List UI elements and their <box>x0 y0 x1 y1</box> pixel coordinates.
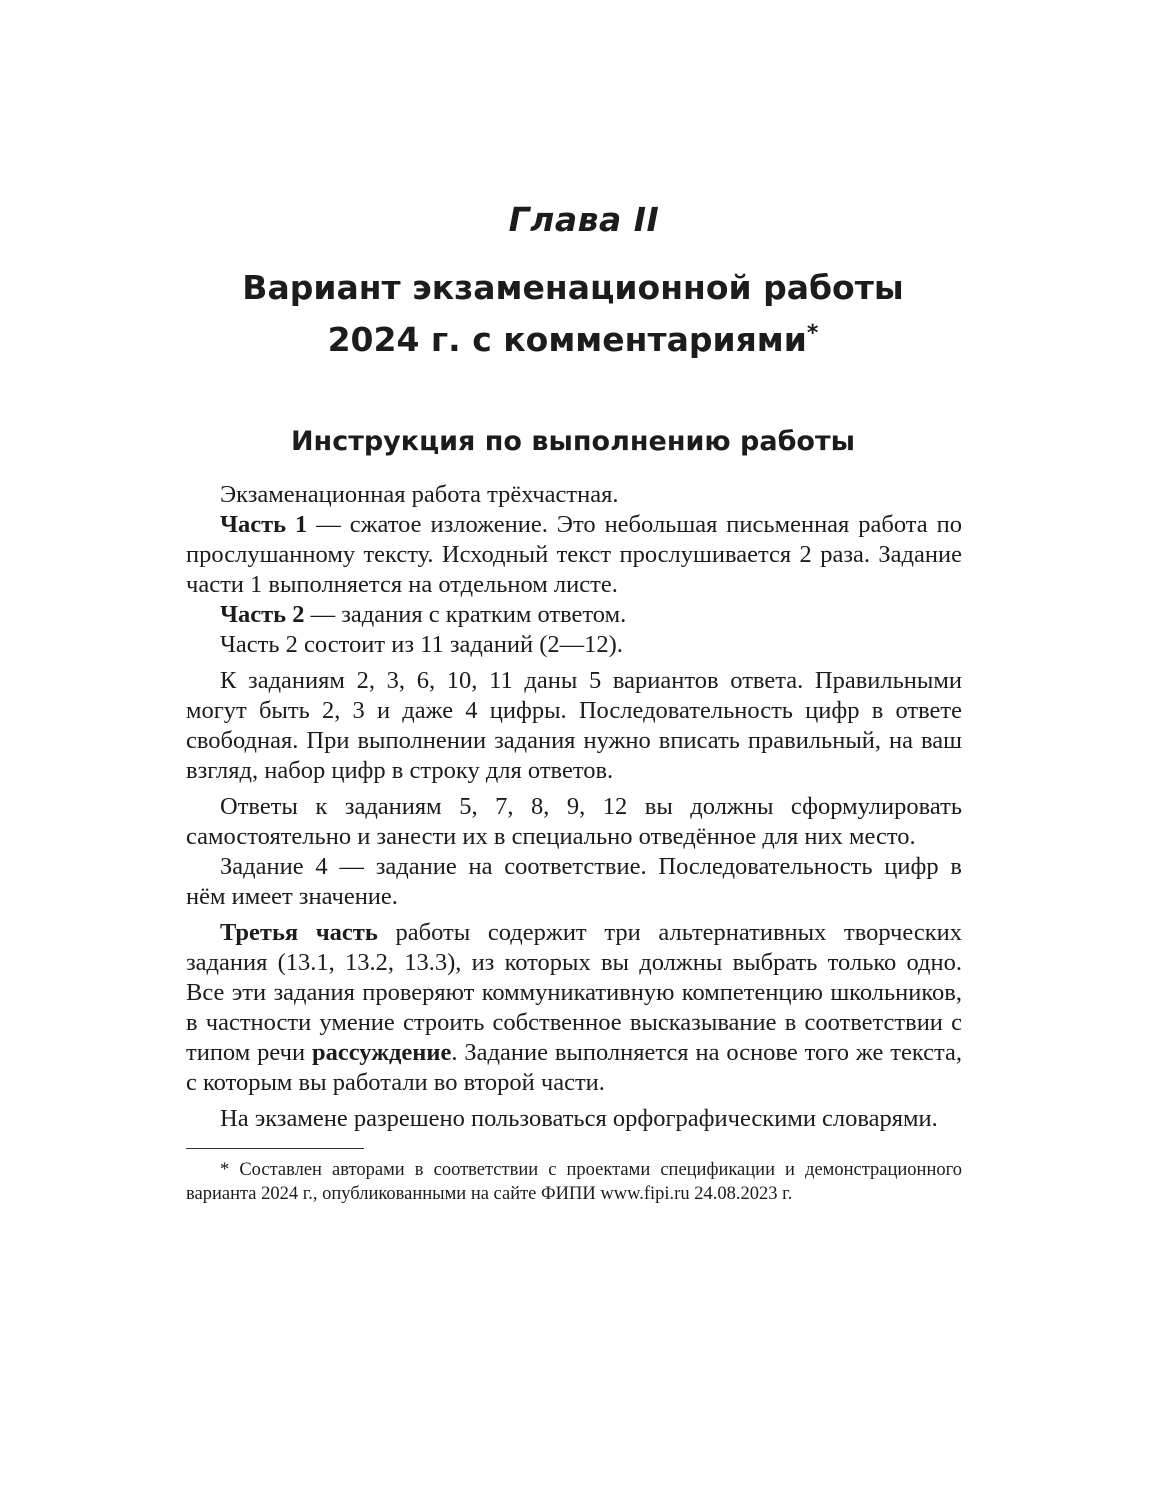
page-title <box>0 262 1146 366</box>
paragraph-2 <box>186 510 962 600</box>
title-line-2 <box>0 314 1146 366</box>
paragraph-9: На экзамене разрешено пользоваться орфографическими словарями. <box>220 1105 938 1132</box>
paragraph-1: Экзаменационная работа трёхчастная. <box>220 481 619 508</box>
paragraph-6: Ответы к заданиям 5, 7, 8, 9, 12 вы должны сформулировать самостоятельно и занести их в специально отведённое для них место. <box>186 793 962 850</box>
paragraph-2-text: — сжатое изложение. Это небольшая письменная работа по прослушанному тексту. Исходный текст прослушивается 2 раза. Задание части 1 выполняется на отдельном листе. <box>186 511 962 598</box>
part-2-label: Часть 2 <box>220 601 305 628</box>
paragraph-3-text: — задания с кратким ответом. <box>304 601 627 628</box>
part-1-label: Часть 1 <box>220 511 308 538</box>
paragraph-4: Часть 2 состоит из 11 заданий (2—12). <box>220 631 623 658</box>
instruction-body <box>186 480 962 1134</box>
section-heading: Инструкция по выполнению работы <box>290 426 856 457</box>
paragraph-7: Задание 4 — задание на соответствие. Последовательность цифр в нём имеет значение. <box>186 853 962 910</box>
title-line-2-text: 2024 г. с комментариями <box>327 320 807 359</box>
paragraph-8 <box>186 918 962 1098</box>
reasoning-term: рассуждение <box>311 1039 452 1066</box>
part-3-label: Третья часть <box>220 919 378 946</box>
paragraph-3 <box>186 600 962 630</box>
paragraph-5: К заданиям 2, 3, 6, 10, 11 даны 5 вариантов ответа. Правильными могут быть 2, 3 и даже 4 цифры. Последовательность цифр в ответе свободная. При выполнении задания нужно вписать правильный, на ваш взгляд, набор цифр в строку для ответов. <box>186 667 962 784</box>
chapter-heading: Глава II <box>508 200 660 239</box>
title-line-1: Вариант экзаменационной работы <box>242 268 904 307</box>
footnote-divider <box>186 1148 364 1149</box>
paragraph-8-text-2: . Задание выполняется на основе того же текста, с которым вы работали во второй части. <box>186 1039 962 1096</box>
footnote: * Составлен авторами в соответствии с проектами спецификации и демонстрационного варианта 2024 г., опубликованными на сайте ФИПИ www.fipi.ru 24.08.2023 г. <box>186 1160 962 1204</box>
footnote-mark: * <box>806 321 819 346</box>
paragraph-8-text-1: работы содержит три альтернативных творческих задания (13.1, 13.2, 13.3), из которых вы должны выбрать только одно. Все эти задания проверяют коммуникативную компетенцию школьников, в частности умение строить собственное высказывание в соответствии с типом речи <box>186 919 962 1066</box>
